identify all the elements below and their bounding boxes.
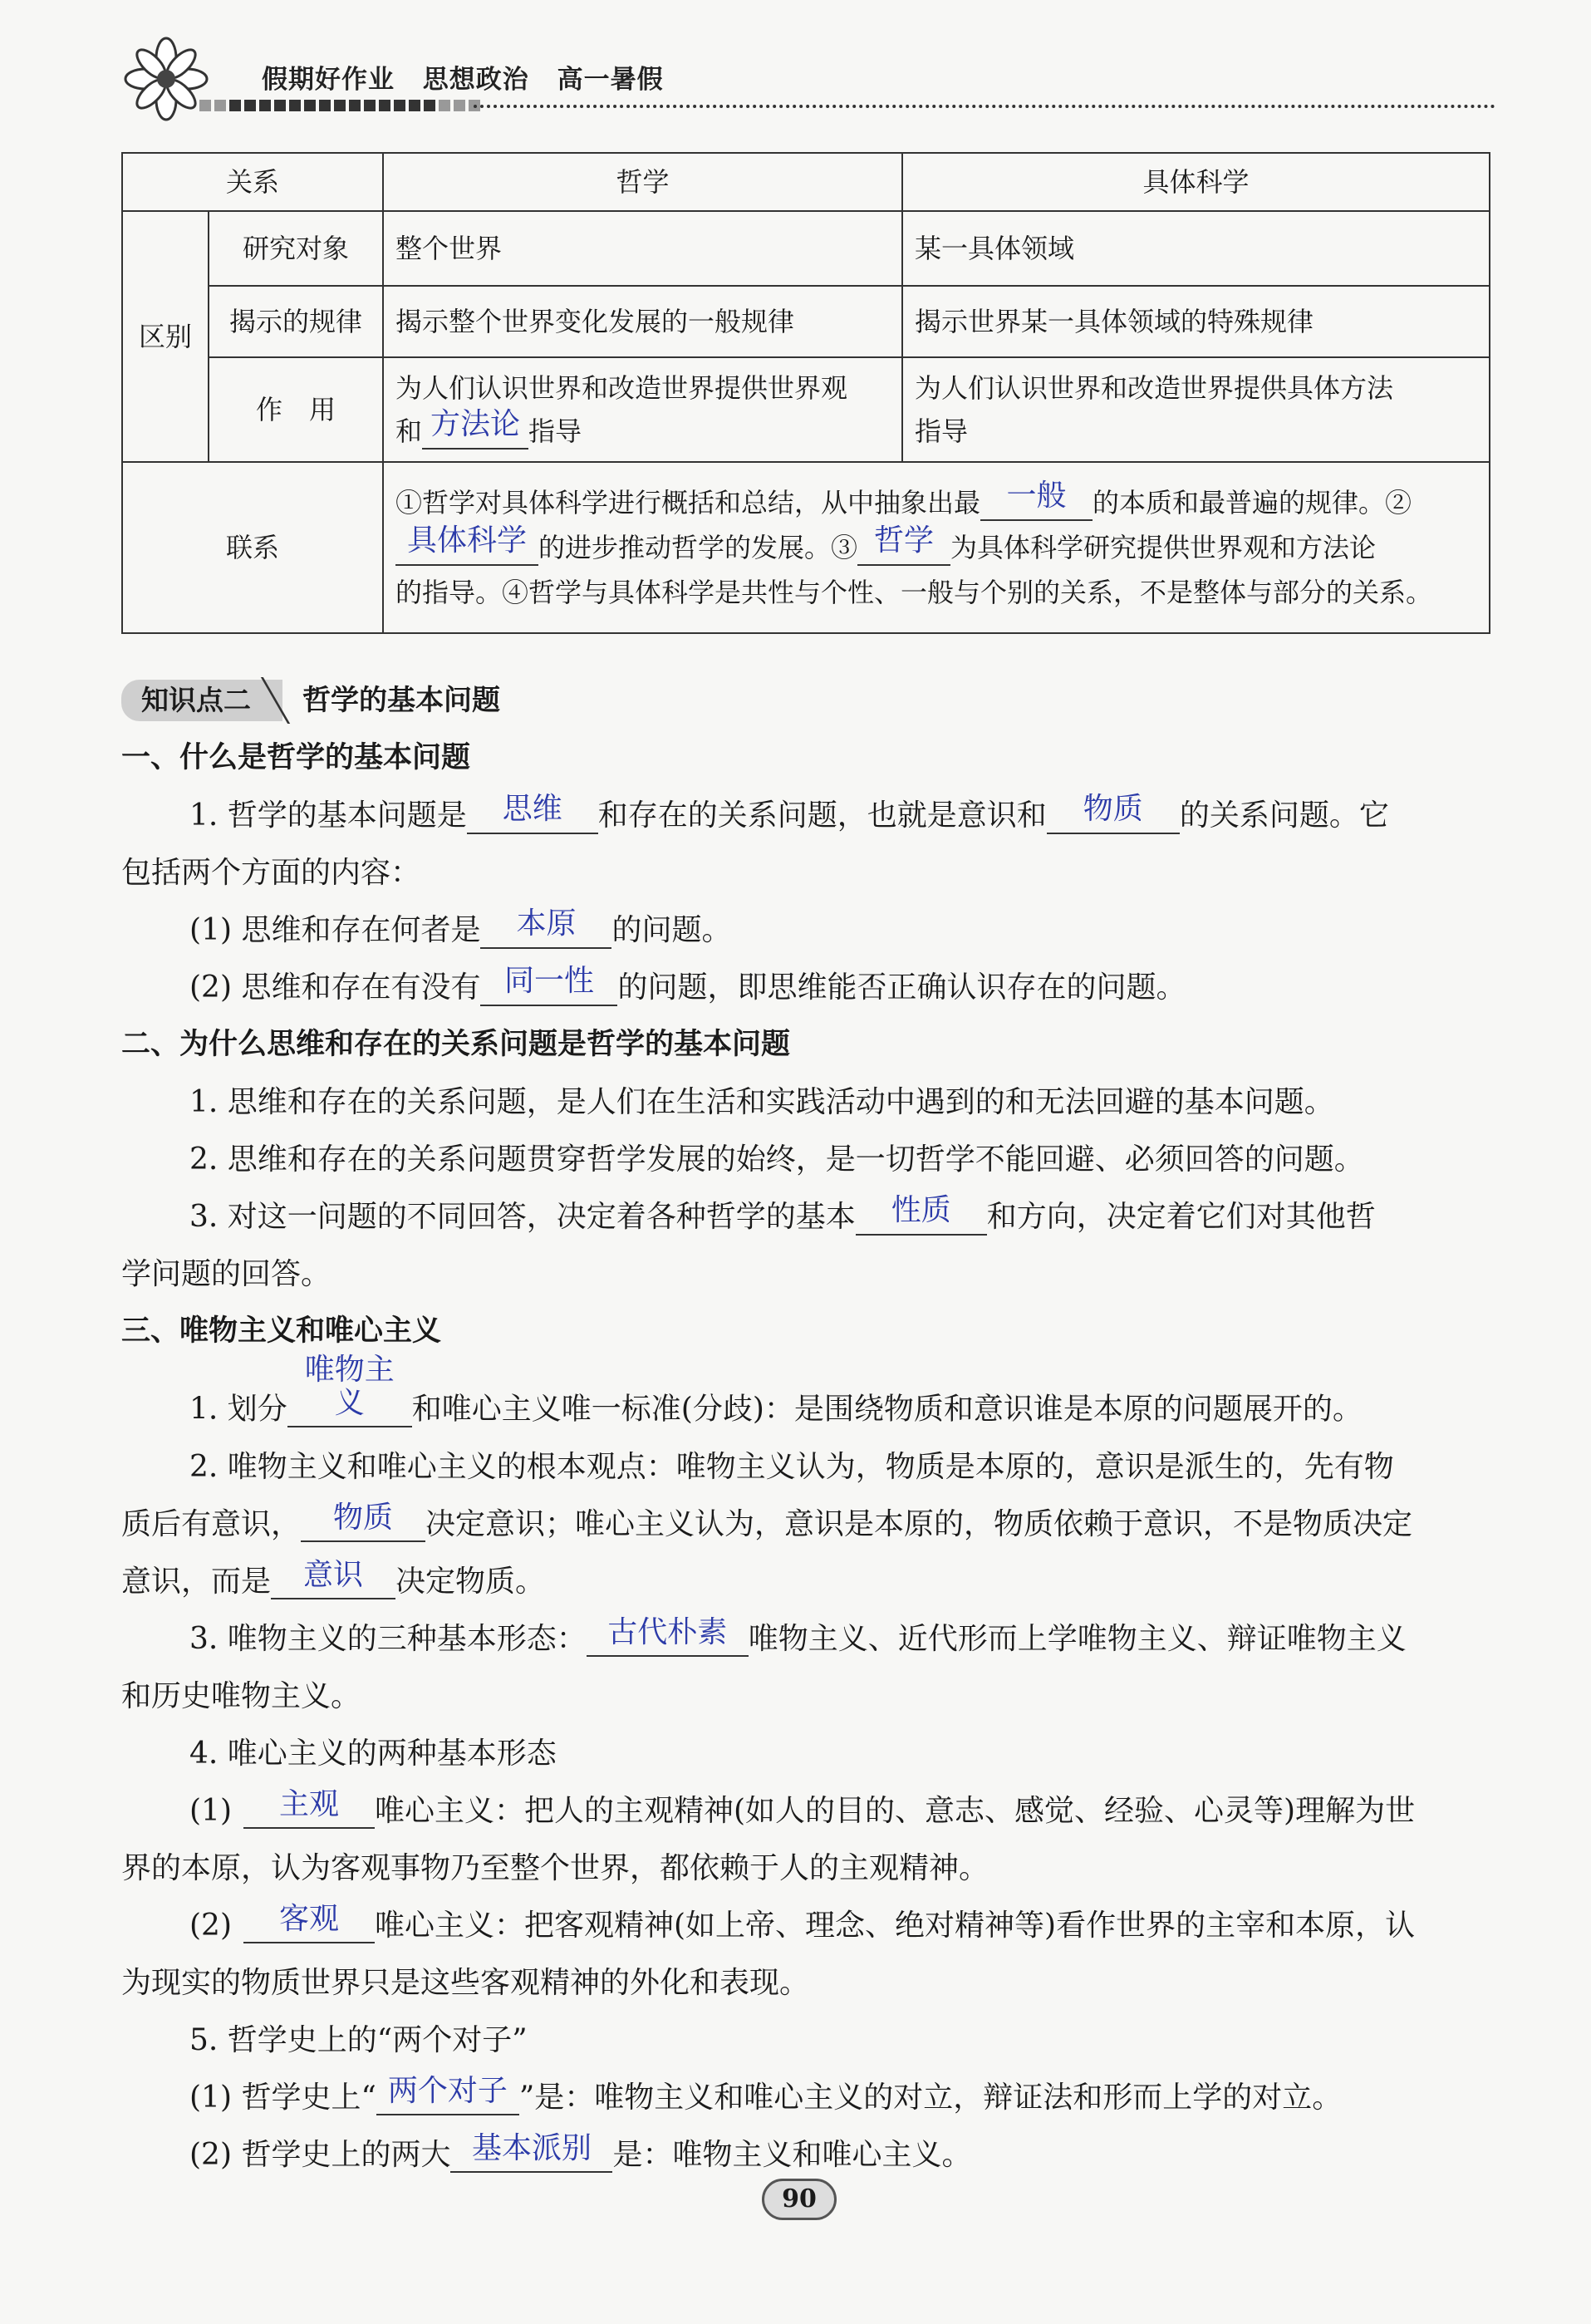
answer-blank: 意识 <box>271 1565 395 1600</box>
paragraph: 2. 唯物主义和唯心主义的根本观点：唯物主义认为，物质是本原的，意识是派生的，先有物 <box>189 1449 1394 1484</box>
paragraph: 界的本原，认为客观事物乃至整个世界，都依赖于人的主观精神。 <box>121 1850 989 1885</box>
answer-blank: 物质 <box>1047 799 1180 834</box>
answer-blank: 一般 <box>980 486 1093 521</box>
table-cell: 整个世界 <box>383 211 902 286</box>
paragraph: 学问题的回答。 <box>121 1257 331 1291</box>
header-title <box>262 58 682 96</box>
answer-blank: 古代朴素 <box>587 1623 749 1658</box>
table-cell: 为人们认识世界和改造世界提供具体方法 指导 <box>902 357 1490 462</box>
link-cell: ①哲学对具体科学进行概括和总结，从中抽象出最 一般 的本质和最普遍的规律。② 具体科学 的进步推动哲学的发展。③ 哲学 为具体科学研究提供世界观和方法论 的指导。④哲学与具体科学是共性与个性、一般与个别的关系，不是整体与部分的关系。 <box>383 462 1490 633</box>
paragraph: 和历史唯物主义。 <box>121 1678 361 1713</box>
link-label: 联系 <box>122 462 383 633</box>
row-label: 作 用 <box>209 357 383 462</box>
answer-blank: 物质 <box>301 1508 425 1543</box>
table-row <box>122 357 1490 462</box>
page-number: 90 <box>762 2179 837 2220</box>
table-cell: 揭示整个世界变化发展的一般规律 <box>383 286 902 357</box>
table-row <box>122 286 1490 357</box>
paragraph: 1. 哲学的基本问题是 思维 和存在的关系问题，也就是意识和 物质 的关系问题。它 <box>189 792 1389 833</box>
header-grade: 高一暑假 <box>557 65 664 95</box>
section-title: 一、什么是哲学的基本问题 <box>121 741 471 774</box>
table-row <box>122 462 1490 633</box>
answer-blank: 基本派别 <box>450 2139 612 2174</box>
paragraph: 5. 哲学史上的“两个对子” <box>189 2022 528 2057</box>
paragraph: (1) 哲学史上“ 两个对子 ”是：唯物主义和唯心主义的对立，辩证法和形而上学的对立。 <box>189 2073 1343 2115</box>
diff-label: 区别 <box>122 211 209 462</box>
table-cell: 为人们认识世界和改造世界提供世界观 和 方法论 指导 <box>383 357 902 462</box>
table-header-row <box>122 153 1490 211</box>
answer-blank: 两个对子 <box>376 2081 519 2116</box>
answer-blank: 哲学 <box>857 531 950 566</box>
section-title: 三、唯物主义和唯心主义 <box>121 1314 442 1348</box>
paragraph: 3. 对这一问题的不同回答，决定着各种哲学的基本 性质 和方向，决定着它们对其他哲 <box>189 1193 1376 1234</box>
answer-blank: 客观 <box>243 1909 375 1944</box>
paragraph: 意识，而是 意识 决定物质。 <box>121 1557 546 1599</box>
header-cell-philosophy: 哲学 <box>383 153 902 211</box>
answer-blank: 具体科学 <box>395 531 538 566</box>
paragraph: (2) 哲学史上的两大 基本派别 是：唯物主义和唯心主义。 <box>189 2130 972 2172</box>
section-title: 二、为什么思维和存在的关系问题是哲学的基本问题 <box>121 1028 791 1061</box>
paragraph: (2) 思维和存在有没有 同一性 的问题，即思维能否正确认识存在的问题。 <box>189 964 1186 1005</box>
answer-blank: 思维 <box>467 799 598 834</box>
paragraph: (1) 思维和存在何者是 本原 的问题。 <box>189 907 732 947</box>
answer-blank: 唯物主义 <box>287 1360 412 1427</box>
main-content <box>121 671 1490 2184</box>
paragraph: 3. 唯物主义的三种基本形态： 古代朴素 唯物主义、近代形而上学唯物主义、辩证唯物主义 <box>189 1614 1407 1656</box>
paragraph: 1. 思维和存在的关系问题，是人们在生活和实践活动中遇到的和无法回避的基本问题。 <box>189 1085 1334 1119</box>
knowledge-point-heading <box>121 671 1490 730</box>
paragraph: 1. 划分唯物主义 和唯心主义唯一标准(分歧)：是围绕物质和意识谁是本原的问题展开的。 <box>189 1353 1363 1427</box>
header-squares <box>199 100 480 113</box>
answer-blank: 性质 <box>856 1201 987 1236</box>
table-cell: 某一具体领域 <box>902 211 1490 286</box>
comparison-table <box>121 152 1490 634</box>
paragraph: 4. 唯心主义的两种基本形态 <box>189 1736 557 1771</box>
header-subject: 思想政治 <box>422 65 529 95</box>
page-header <box>116 33 1495 125</box>
table-row <box>122 211 1490 286</box>
knowledge-point-badge: 知识点二 <box>121 680 282 721</box>
header-cell-relation: 关系 <box>122 153 383 211</box>
row-label: 揭示的规律 <box>209 286 383 357</box>
answer-blank: 同一性 <box>480 971 617 1006</box>
paragraph: 为现实的物质世界只是这些客观精神的外化和表现。 <box>121 1965 810 2000</box>
answer-blank: 方法论 <box>422 415 528 450</box>
answer-blank: 主观 <box>243 1795 375 1830</box>
header-divider <box>474 105 1495 108</box>
row-label: 研究对象 <box>209 211 383 286</box>
paragraph: 2. 思维和存在的关系问题贯穿哲学发展的始终，是一切哲学不能回避、必须回答的问题。 <box>189 1142 1364 1177</box>
paragraph: 质后有意识， 物质 决定意识；唯心主义认为，意识是本原的，物质依赖于意识，不是物质决定 <box>121 1500 1413 1541</box>
table-cell: 揭示世界某一具体领域的特殊规律 <box>902 286 1490 357</box>
header-book: 假期好作业 <box>262 65 395 95</box>
paragraph: 包括两个方面的内容： <box>121 856 421 890</box>
header-cell-science: 具体科学 <box>902 153 1490 211</box>
paragraph: (1) 主观 唯心主义：把人的主观精神(如人的目的、意志、感觉、经验、心灵等)理解为世 <box>189 1786 1416 1828</box>
answer-blank: 本原 <box>480 914 611 949</box>
paragraph: (2) 客观 唯心主义：把客观精神(如上帝、理念、绝对精神等)看作世界的主宰和本原，认 <box>189 1901 1416 1943</box>
knowledge-point-title: 哲学的基本问题 <box>302 683 500 717</box>
